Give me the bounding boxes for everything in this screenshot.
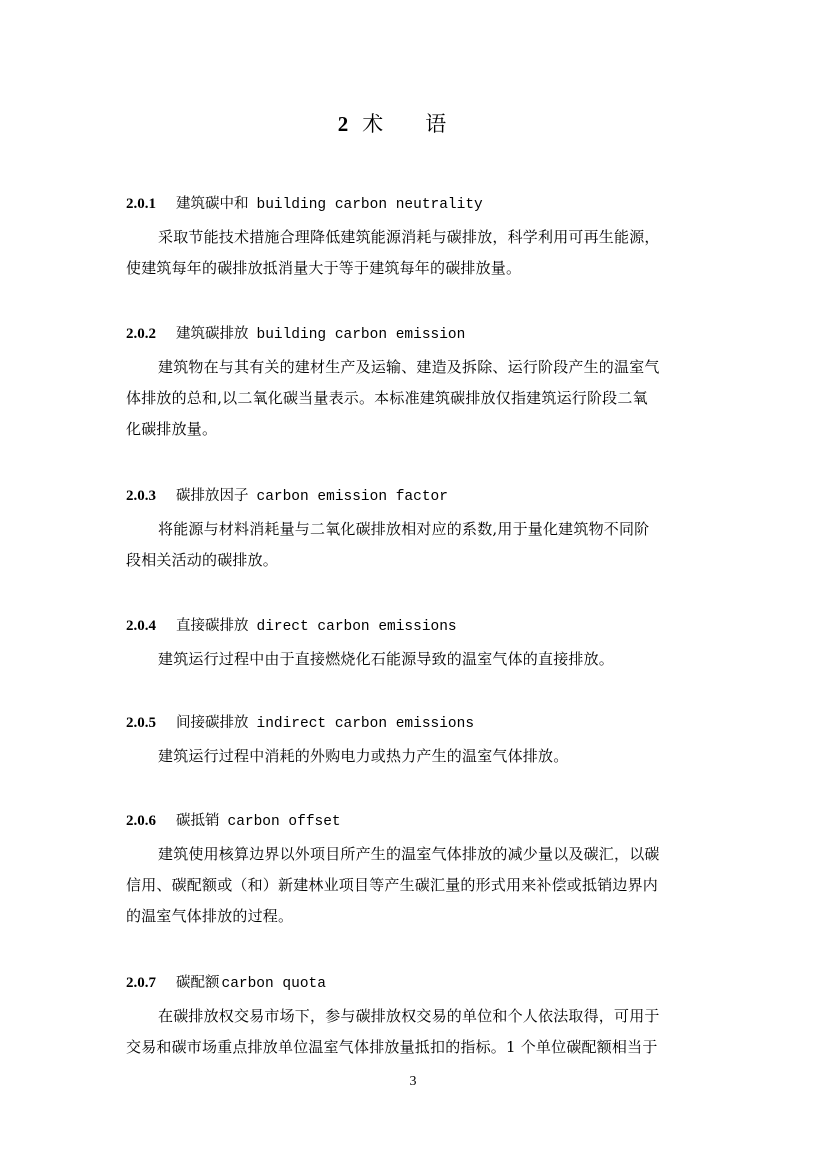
term-chinese: 建筑碳中和 <box>176 196 249 212</box>
definition-line: 建筑运行过程中消耗的外购电力或热力产生的温室气体排放。 <box>158 747 569 765</box>
term-entry <box>126 192 716 284</box>
term-number: 2.0.2 <box>126 326 156 342</box>
definition-line: 体排放的总和,以二氧化碳当量表示。本标准建筑碳排放仅指建筑运行阶段二氧 <box>126 389 648 407</box>
term-english: building carbon emission <box>256 327 466 343</box>
term-heading <box>126 614 716 638</box>
term-entry <box>126 614 716 675</box>
term-english: indirect carbon emissions <box>256 716 475 732</box>
term-number: 2.0.7 <box>126 975 156 991</box>
chapter-heading: 术语 <box>362 112 489 136</box>
term-definition <box>126 741 716 772</box>
term-heading <box>126 711 716 735</box>
term-definition <box>126 644 716 675</box>
term-definition <box>126 839 716 932</box>
term-english: carbon emission factor <box>256 489 448 505</box>
term-definition <box>126 514 716 576</box>
term-chinese: 碳排放因子 <box>176 488 249 504</box>
term-number: 2.0.3 <box>126 488 156 504</box>
term-heading <box>126 192 716 216</box>
term-chinese: 碳配额 <box>176 975 220 991</box>
definition-line: 将能源与材料消耗量与二氧化碳排放相对应的系数,用于量化建筑物不同阶 <box>158 520 650 538</box>
definition-line: 交易和碳市场重点排放单位温室气体排放量抵扣的指标。1 个单位碳配额相当于 <box>126 1038 658 1056</box>
chapter-number: 2 <box>337 112 349 136</box>
definition-line: 在碳排放权交易市场下，参与碳排放权交易的单位和个人依法取得，可用于 <box>158 1007 660 1025</box>
definition-line: 化碳排放量。 <box>126 420 218 438</box>
term-english: carbon offset <box>227 814 341 830</box>
term-number: 2.0.6 <box>126 813 156 829</box>
definition-line: 建筑运行过程中由于直接燃烧化石能源导致的温室气体的直接排放。 <box>158 650 615 668</box>
term-definition <box>126 352 716 445</box>
term-definition <box>126 222 716 284</box>
definition-line: 段相关活动的碳排放。 <box>126 551 279 569</box>
definition-line: 采取节能技术措施合理降低建筑能源消耗与碳排放，科学利用可再生能源， <box>158 228 660 246</box>
term-heading <box>126 971 716 995</box>
term-english: direct carbon emissions <box>256 619 457 635</box>
term-english: building carbon neutrality <box>256 197 483 213</box>
chapter-title <box>0 110 826 138</box>
definition-line: 的温室气体排放的过程。 <box>126 907 294 925</box>
term-entry <box>126 711 716 772</box>
definition-line: 建筑使用核算边界以外项目所产生的温室气体排放的减少量以及碳汇，以碳 <box>158 845 660 863</box>
term-number: 2.0.1 <box>126 196 156 212</box>
term-number: 2.0.5 <box>126 715 156 731</box>
term-english: carbon quota <box>221 976 326 992</box>
term-heading <box>126 484 716 508</box>
term-definition <box>126 1001 716 1063</box>
term-chinese: 碳抵销 <box>176 813 220 829</box>
definition-line: 信用、碳配额或（和）新建林业项目等产生碳汇量的形式用来补偿或抵销边界内 <box>126 876 659 894</box>
term-chinese: 直接碳排放 <box>176 618 249 634</box>
term-entry <box>126 809 716 932</box>
term-chinese: 建筑碳排放 <box>176 326 249 342</box>
term-entry <box>126 322 716 445</box>
term-entry <box>126 484 716 576</box>
term-heading <box>126 809 716 833</box>
term-chinese: 间接碳排放 <box>176 715 249 731</box>
definition-line: 建筑物在与其有关的建材生产及运输、建造及拆除、运行阶段产生的温室气 <box>158 358 660 376</box>
page-number: 3 <box>409 1074 417 1089</box>
term-entry <box>126 971 716 1063</box>
definition-line: 使建筑每年的碳排放抵消量大于等于建筑每年的碳排放量。 <box>126 259 522 277</box>
term-number: 2.0.4 <box>126 618 156 634</box>
term-heading <box>126 322 716 346</box>
